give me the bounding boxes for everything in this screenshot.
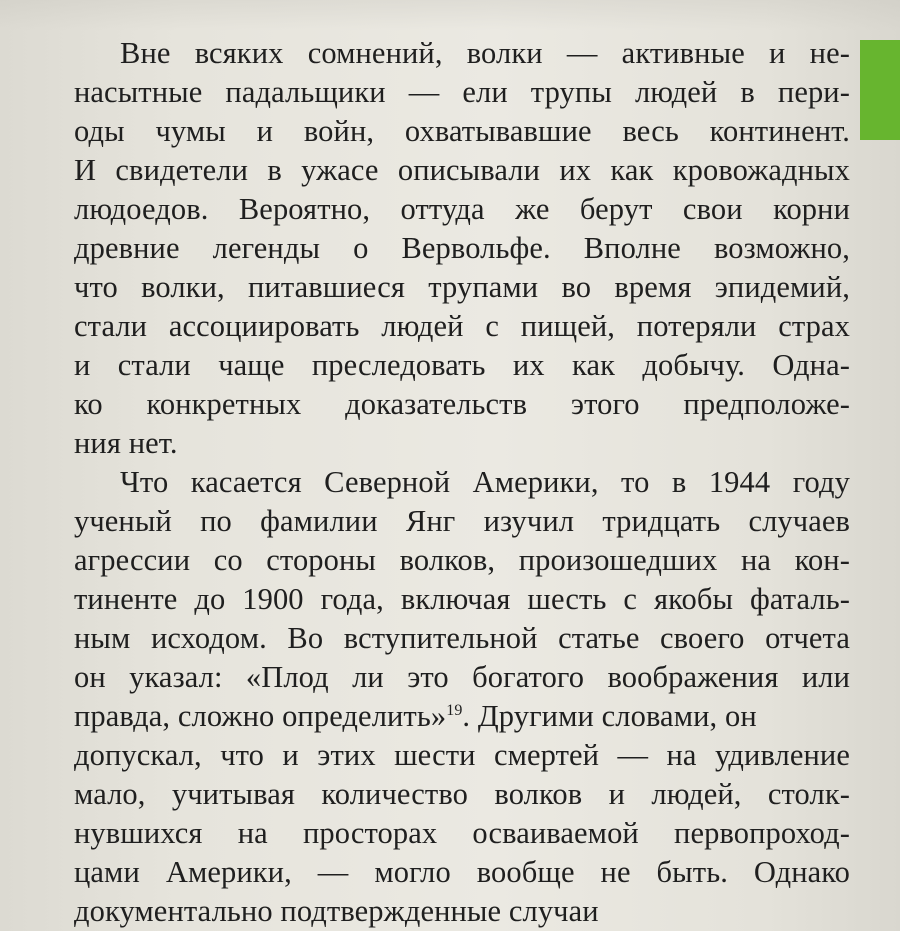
text-line: тиненте до 1900 года, включая шесть с якобы фаталь- bbox=[74, 582, 850, 616]
text-line: мало, учитывая количество волков и людей, столк- bbox=[74, 777, 850, 811]
text-line: людоедов. Вероятно, оттуда же берут свои корни bbox=[74, 192, 850, 226]
body-text bbox=[74, 34, 850, 931]
text-line: стали ассоциировать людей с пищей, потеряли страх bbox=[74, 309, 850, 343]
text-line: оды чумы и войн, охватывавшие весь континент. bbox=[74, 114, 850, 148]
text-line: Что касается Северной Америки, то в 1944 году bbox=[120, 465, 850, 499]
text-line: что волки, питавшиеся трупами во время эпидемий, bbox=[74, 270, 850, 304]
chapter-tab-marker bbox=[860, 40, 900, 140]
page-shadow bbox=[0, 0, 900, 30]
text-line: И свидетели в ужасе описывали их как кровожадных bbox=[74, 153, 850, 187]
text-line: ко конкретных доказательств этого предположе- bbox=[74, 387, 850, 421]
text-line: древние легенды о Вервольфе. Вполне возможно, bbox=[74, 231, 850, 265]
text-line: и стали чаще преследовать их как добычу. Одна- bbox=[74, 348, 850, 382]
text-line: он указал: «Плод ли это богатого воображения или bbox=[74, 660, 850, 694]
text-line: агрессии со стороны волков, произошедших на кон- bbox=[74, 543, 850, 577]
text-line: нувшихся на просторах осваиваемой первопроход- bbox=[74, 816, 850, 850]
text-line: допускал, что и этих шести смертей — на удивление bbox=[74, 738, 850, 772]
text-fragment: . Другими словами, он bbox=[462, 699, 757, 733]
text-line: ния нет. bbox=[74, 426, 178, 460]
text-line-with-footnote bbox=[74, 697, 850, 736]
text-line: насытные падальщики — ели трупы людей в пери- bbox=[74, 75, 850, 109]
text-line: ным исходом. Во вступительной статье своего отчета bbox=[74, 621, 850, 655]
text-line: Вне всяких сомнений, волки — активные и не- bbox=[120, 36, 850, 70]
text-fragment: правда, сложно определить» bbox=[74, 699, 447, 733]
text-line: ученый по фамилии Янг изучил тридцать случаев bbox=[74, 504, 850, 538]
text-line-cut-off: документально подтвержденные случаи bbox=[74, 894, 599, 928]
footnote-marker: 19 bbox=[446, 701, 463, 719]
text-line: цами Америки, — могло вообще не быть. Однако bbox=[74, 855, 850, 889]
